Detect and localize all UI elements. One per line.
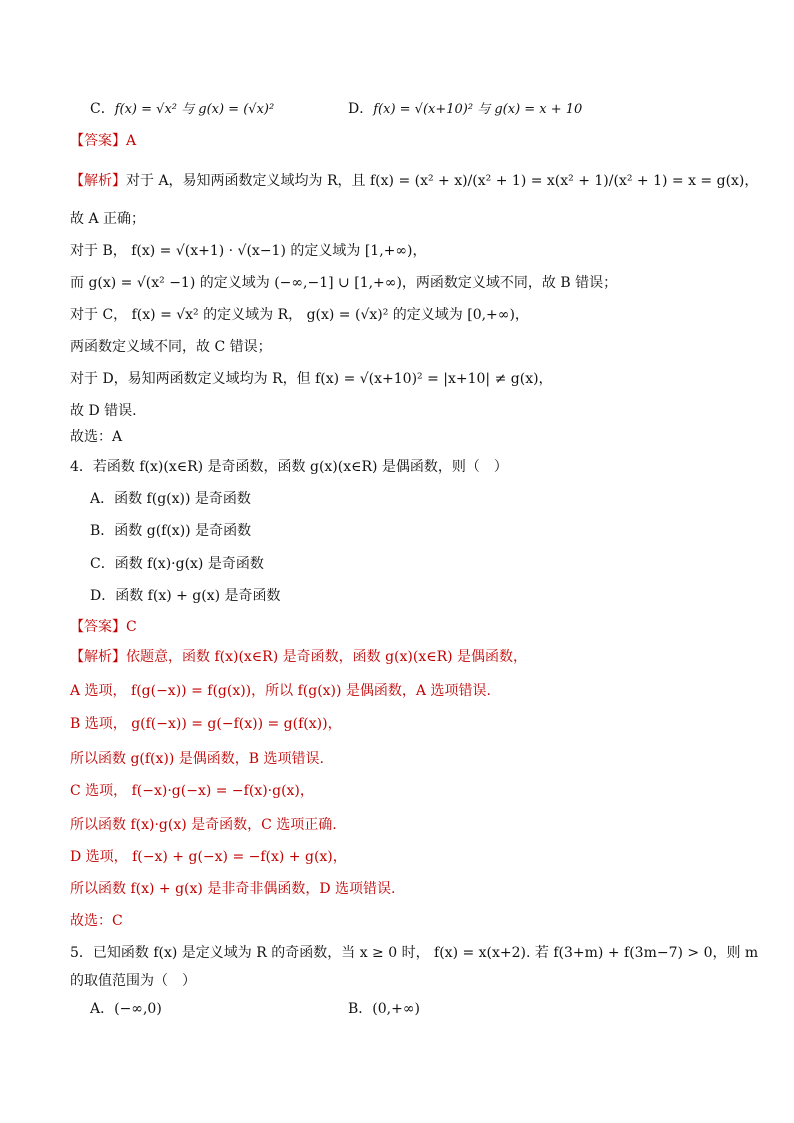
q3-analysis-line-3: 对于 B， f(x) = √(x+1) · √(x−1) 的定义域为 [1,+∞)， — [70, 243, 427, 259]
q4-analysis-line-7: D 选项， f(−x) + g(−x) = −f(x) + g(x)， — [70, 849, 347, 865]
q3-analysis-line-6: 两函数定义域不同，故 C 错误； — [70, 339, 272, 355]
q4-option-b: B．函数 g(f(x)) 是奇函数 — [90, 523, 252, 539]
q3-answer: 【答案】A — [70, 133, 137, 149]
q4-analysis-line-3: B 选项， g(f(−x)) = g(−f(x)) = g(f(x))， — [70, 716, 342, 732]
q3-analysis-line-4: 而 g(x) = √(x² −1) 的定义域为 (−∞,−1] ∪ [1,+∞)，两函数定义域不同，故 B 错误； — [70, 275, 618, 291]
q4-option-a: A．函数 f(g(x)) 是奇函数 — [90, 491, 251, 507]
q4-option-d: D．函数 f(x) + g(x) 是奇函数 — [90, 588, 281, 604]
q4-analysis-line-8: 所以函数 f(x) + g(x) 是非奇非偶函数，D 选项错误. — [70, 881, 396, 897]
q4-analysis-line-2: A 选项， f(g(−x)) = f(g(x))，所以 f(g(x)) 是偶函数，A 选项错误. — [70, 683, 491, 699]
q4-analysis-line-1: 【解析】依题意，函数 f(x)(x∈R) 是奇函数，函数 g(x)(x∈R) 是偶函数， — [70, 649, 528, 665]
q4-analysis-line-9: 故选：C — [70, 913, 123, 929]
q3-analysis-line-8: 故 D 错误. — [70, 403, 137, 419]
q5-stem-line-1: 5．已知函数 f(x) 是定义域为 R 的奇函数，当 x ≥ 0 时， f(x) = x(x+2). 若 f(3+m) + f(3m−7) > 0，则 m — [70, 945, 759, 961]
q3-analysis-line-7: 对于 D，易知两函数定义域均为 R，但 f(x) = √(x+10)² = |x+10| ≠ g(x)， — [70, 371, 553, 387]
q4-answer: 【答案】C — [70, 619, 137, 635]
q3-option-c: C．f(x) = √x² 与 g(x) = (√x)² — [90, 101, 275, 117]
q3-analysis-line-9: 故选：A — [70, 429, 123, 445]
q5-option-a: A．(−∞,0) — [90, 1001, 162, 1017]
q5-option-b: B．(0,+∞) — [348, 1001, 420, 1017]
q4-analysis-line-4: 所以函数 g(f(x)) 是偶函数，B 选项错误. — [70, 751, 324, 767]
q4-analysis-line-5: C 选项， f(−x)·g(−x) = −f(x)·g(x)， — [70, 783, 314, 799]
q5-stem-line-2: 的取值范围为（ ） — [70, 973, 196, 989]
q4-option-c: C．函数 f(x)·g(x) 是奇函数 — [90, 556, 264, 572]
q3-analysis-line-5: 对于 C， f(x) = √x² 的定义域为 R， g(x) = (√x)² 的定义域为 [0,+∞)， — [70, 307, 529, 323]
q4-stem: 4．若函数 f(x)(x∈R) 是奇函数，函数 g(x)(x∈R) 是偶函数，则（ ） — [70, 459, 508, 475]
q3-analysis-line-2: 故 A 正确； — [70, 211, 146, 227]
q4-analysis-line-6: 所以函数 f(x)·g(x) 是奇函数，C 选项正确. — [70, 817, 337, 833]
q3-analysis-line-1: 【解析】对于 A，易知两函数定义域均为 R，且 f(x) = (x² + x)/(x² + 1) = x(x² + 1)/(x² + 1) = x = g(x)， — [70, 173, 759, 189]
q3-option-d: D．f(x) = √(x+10)² 与 g(x) = x + 10 — [348, 101, 583, 117]
